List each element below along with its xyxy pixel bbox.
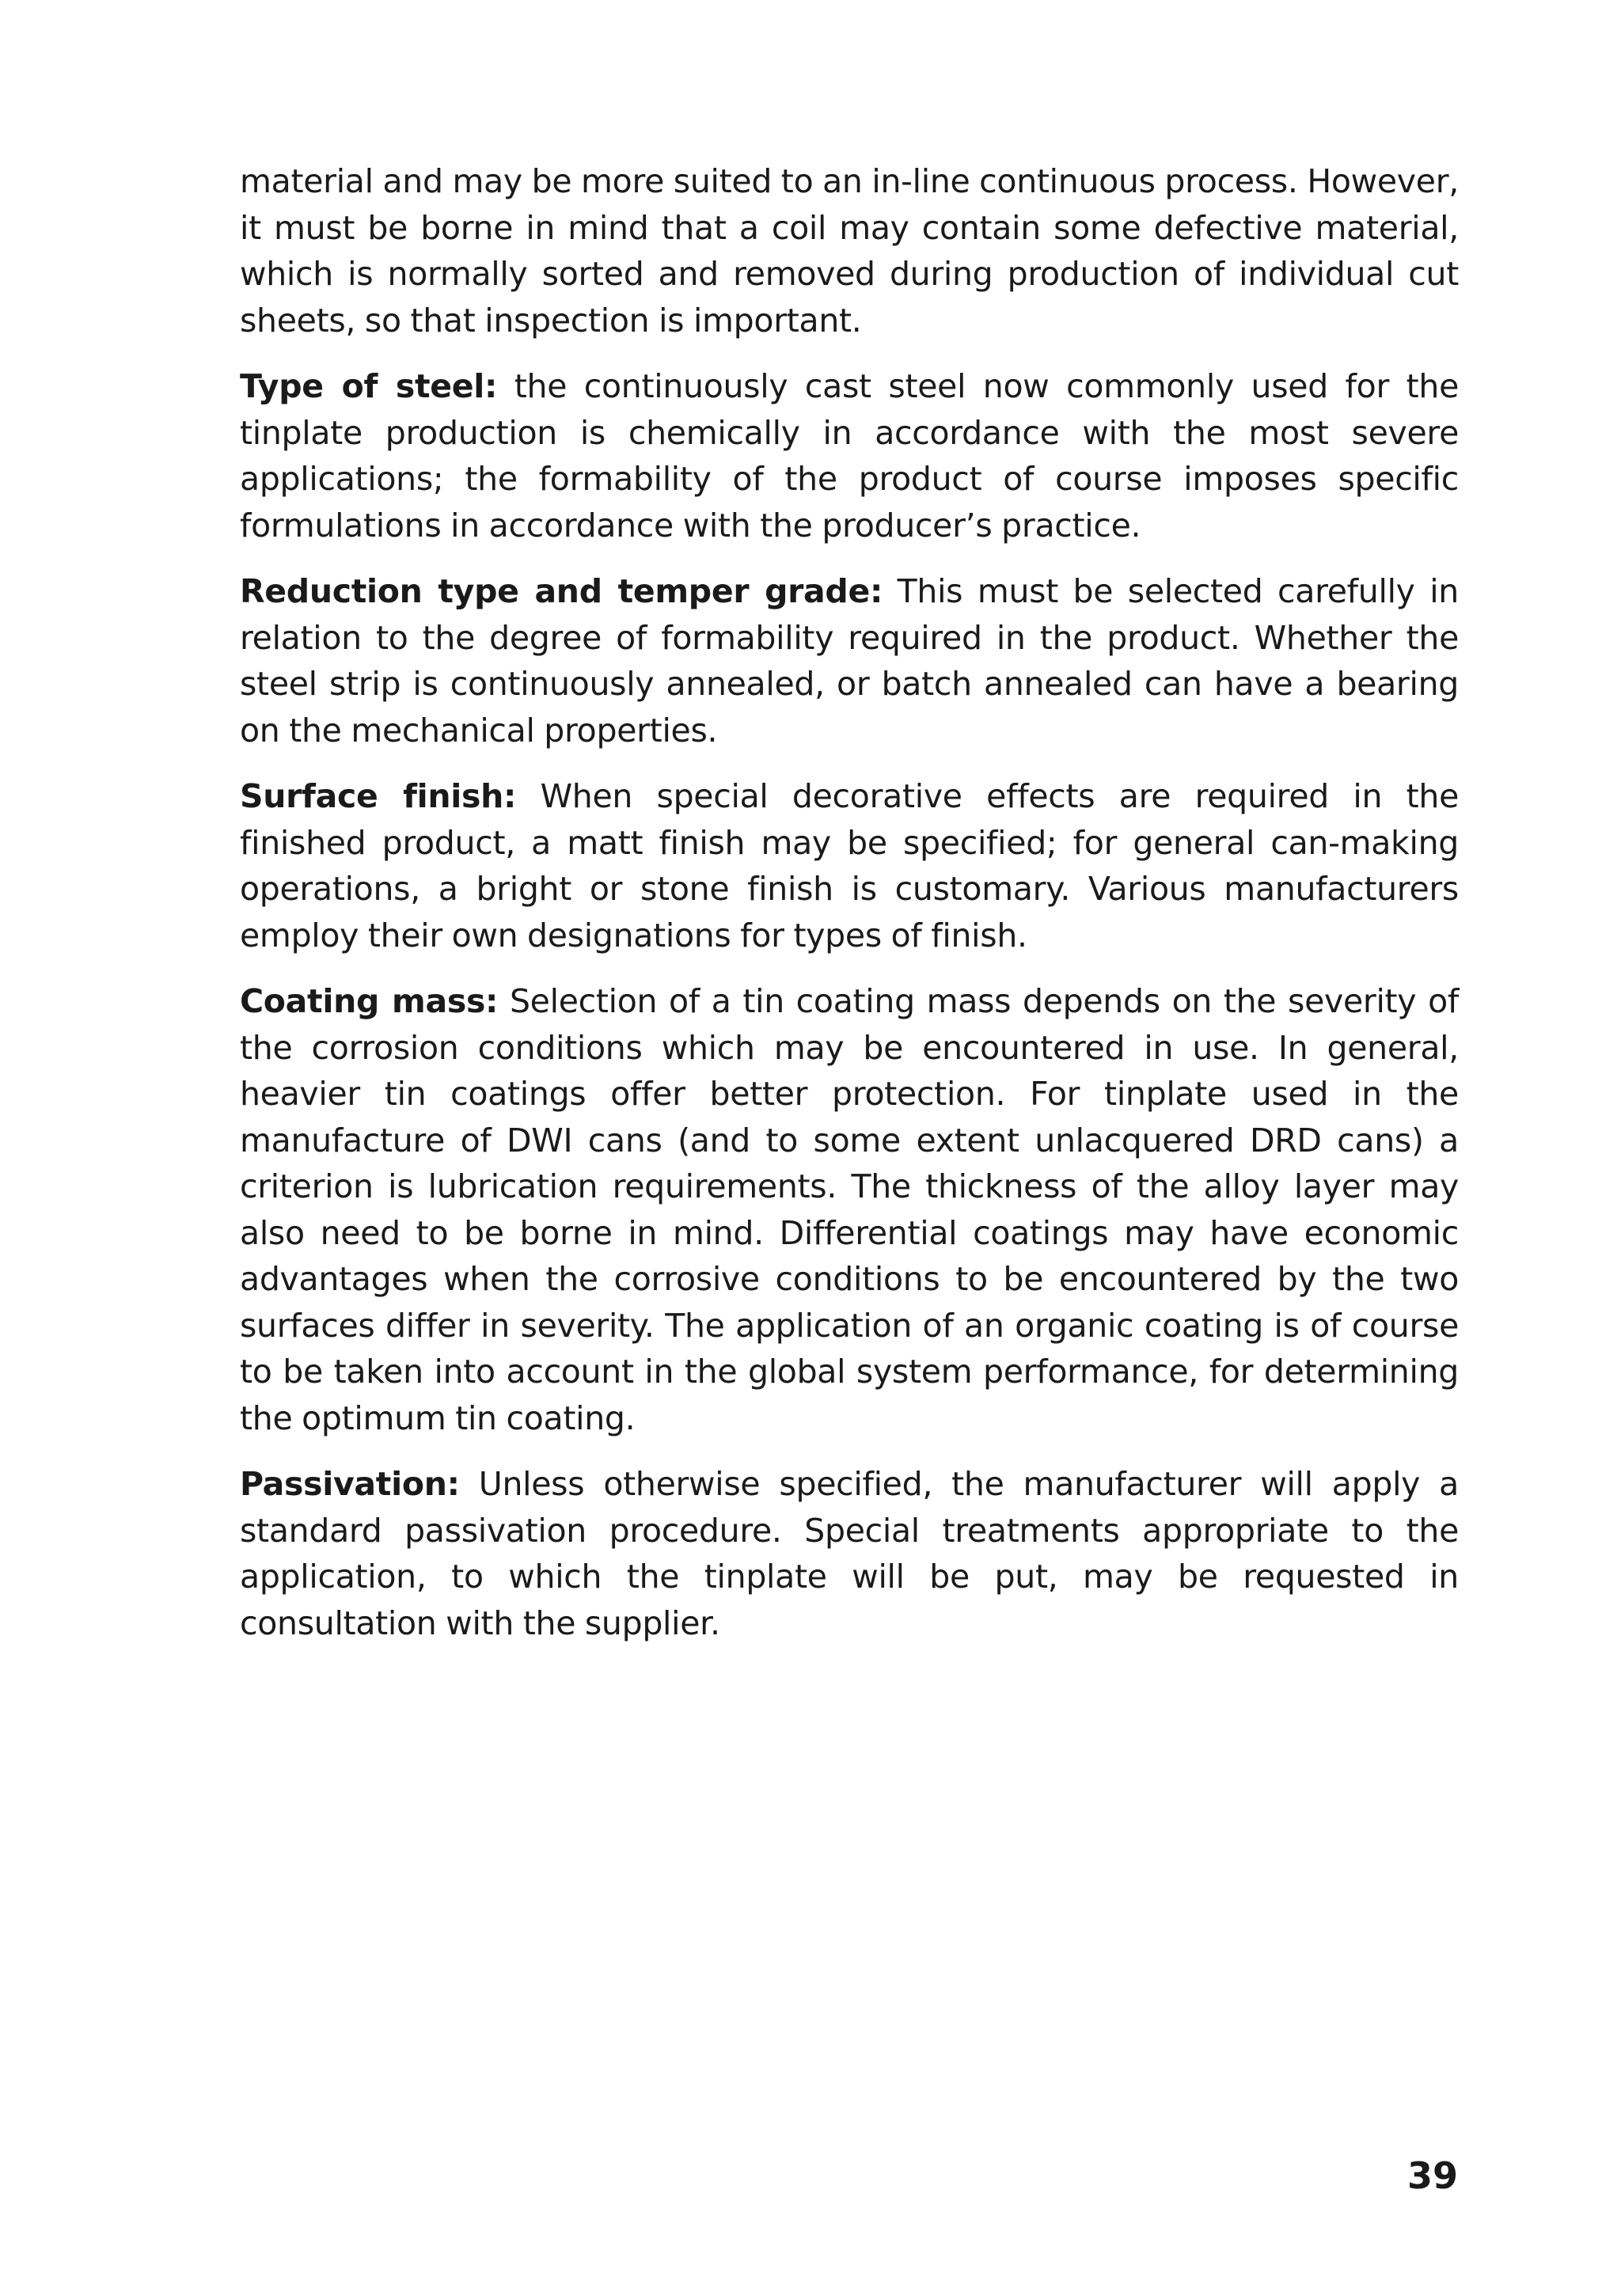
paragraph-body: This must be selected carefully in relation to the degree of formability required in the product. Whether the steel strip is continuously annealed, or batch annealed can have a bearing on the mechanical properties. [240, 572, 1459, 750]
paragraph-type-of-steel [240, 363, 1459, 548]
paragraph-body: the continuously cast steel now commonly used for the tinplate production is chemically in accordance with the most severe applications; the formability of the product of course imposes specific formulations in accordance with the producer’s practice. [240, 367, 1460, 545]
paragraph-coating-mass [240, 978, 1459, 1441]
paragraph-body: material and may be more suited to an in-line continuous process. However, it must be borne in mind that a coil may contain some defective material, which is normally sorted and removed during production of individual cut sheets, so that inspection is important. [240, 162, 1459, 340]
paragraph-continuation [240, 158, 1459, 343]
paragraph-surface-finish [240, 773, 1459, 958]
term-heading: Surface finish: [240, 777, 517, 815]
paragraph-body: Selection of a tin coating mass depends on the severity of the corrosion conditions which may be encountered in use. In general, heavier tin coatings offer better protection. For tinplate used in the manufacture of DWI cans (and to some extent unlacquered DRD cans) a criterion is lubrication requirements. The thickness of the alloy layer may also need to be borne in mind. Differential coatings may have economic advantages when the corrosive conditions to be encountered by the two surfaces differ in severity. The application of an organic coating is of course to be taken into account in the global system performance, for determining the optimum tin coating. [240, 982, 1459, 1437]
term-heading: Reduction type and temper grade: [240, 572, 883, 610]
term-heading: Passivation: [240, 1465, 460, 1503]
paragraph-reduction-type [240, 568, 1459, 753]
paragraph-body: Unless otherwise specified, the manufacturer will apply a standard passivation procedure. Special treatments appropriate to the application, to which the tinplate will be put, may be requested in consultation with the supplier. [240, 1465, 1459, 1642]
term-heading: Type of steel: [240, 367, 498, 405]
page-number: 39 [1407, 2154, 1458, 2197]
text-column [240, 158, 1459, 1666]
paragraph-passivation [240, 1461, 1459, 1646]
paragraph-body: When special decorative effects are required in the finished product, a matt finish may be specified; for general can-making operations, a bright or stone finish is customary. Various manufacturers employ their own designations for types of finish. [240, 777, 1459, 954]
term-heading: Coating mass: [240, 982, 499, 1020]
